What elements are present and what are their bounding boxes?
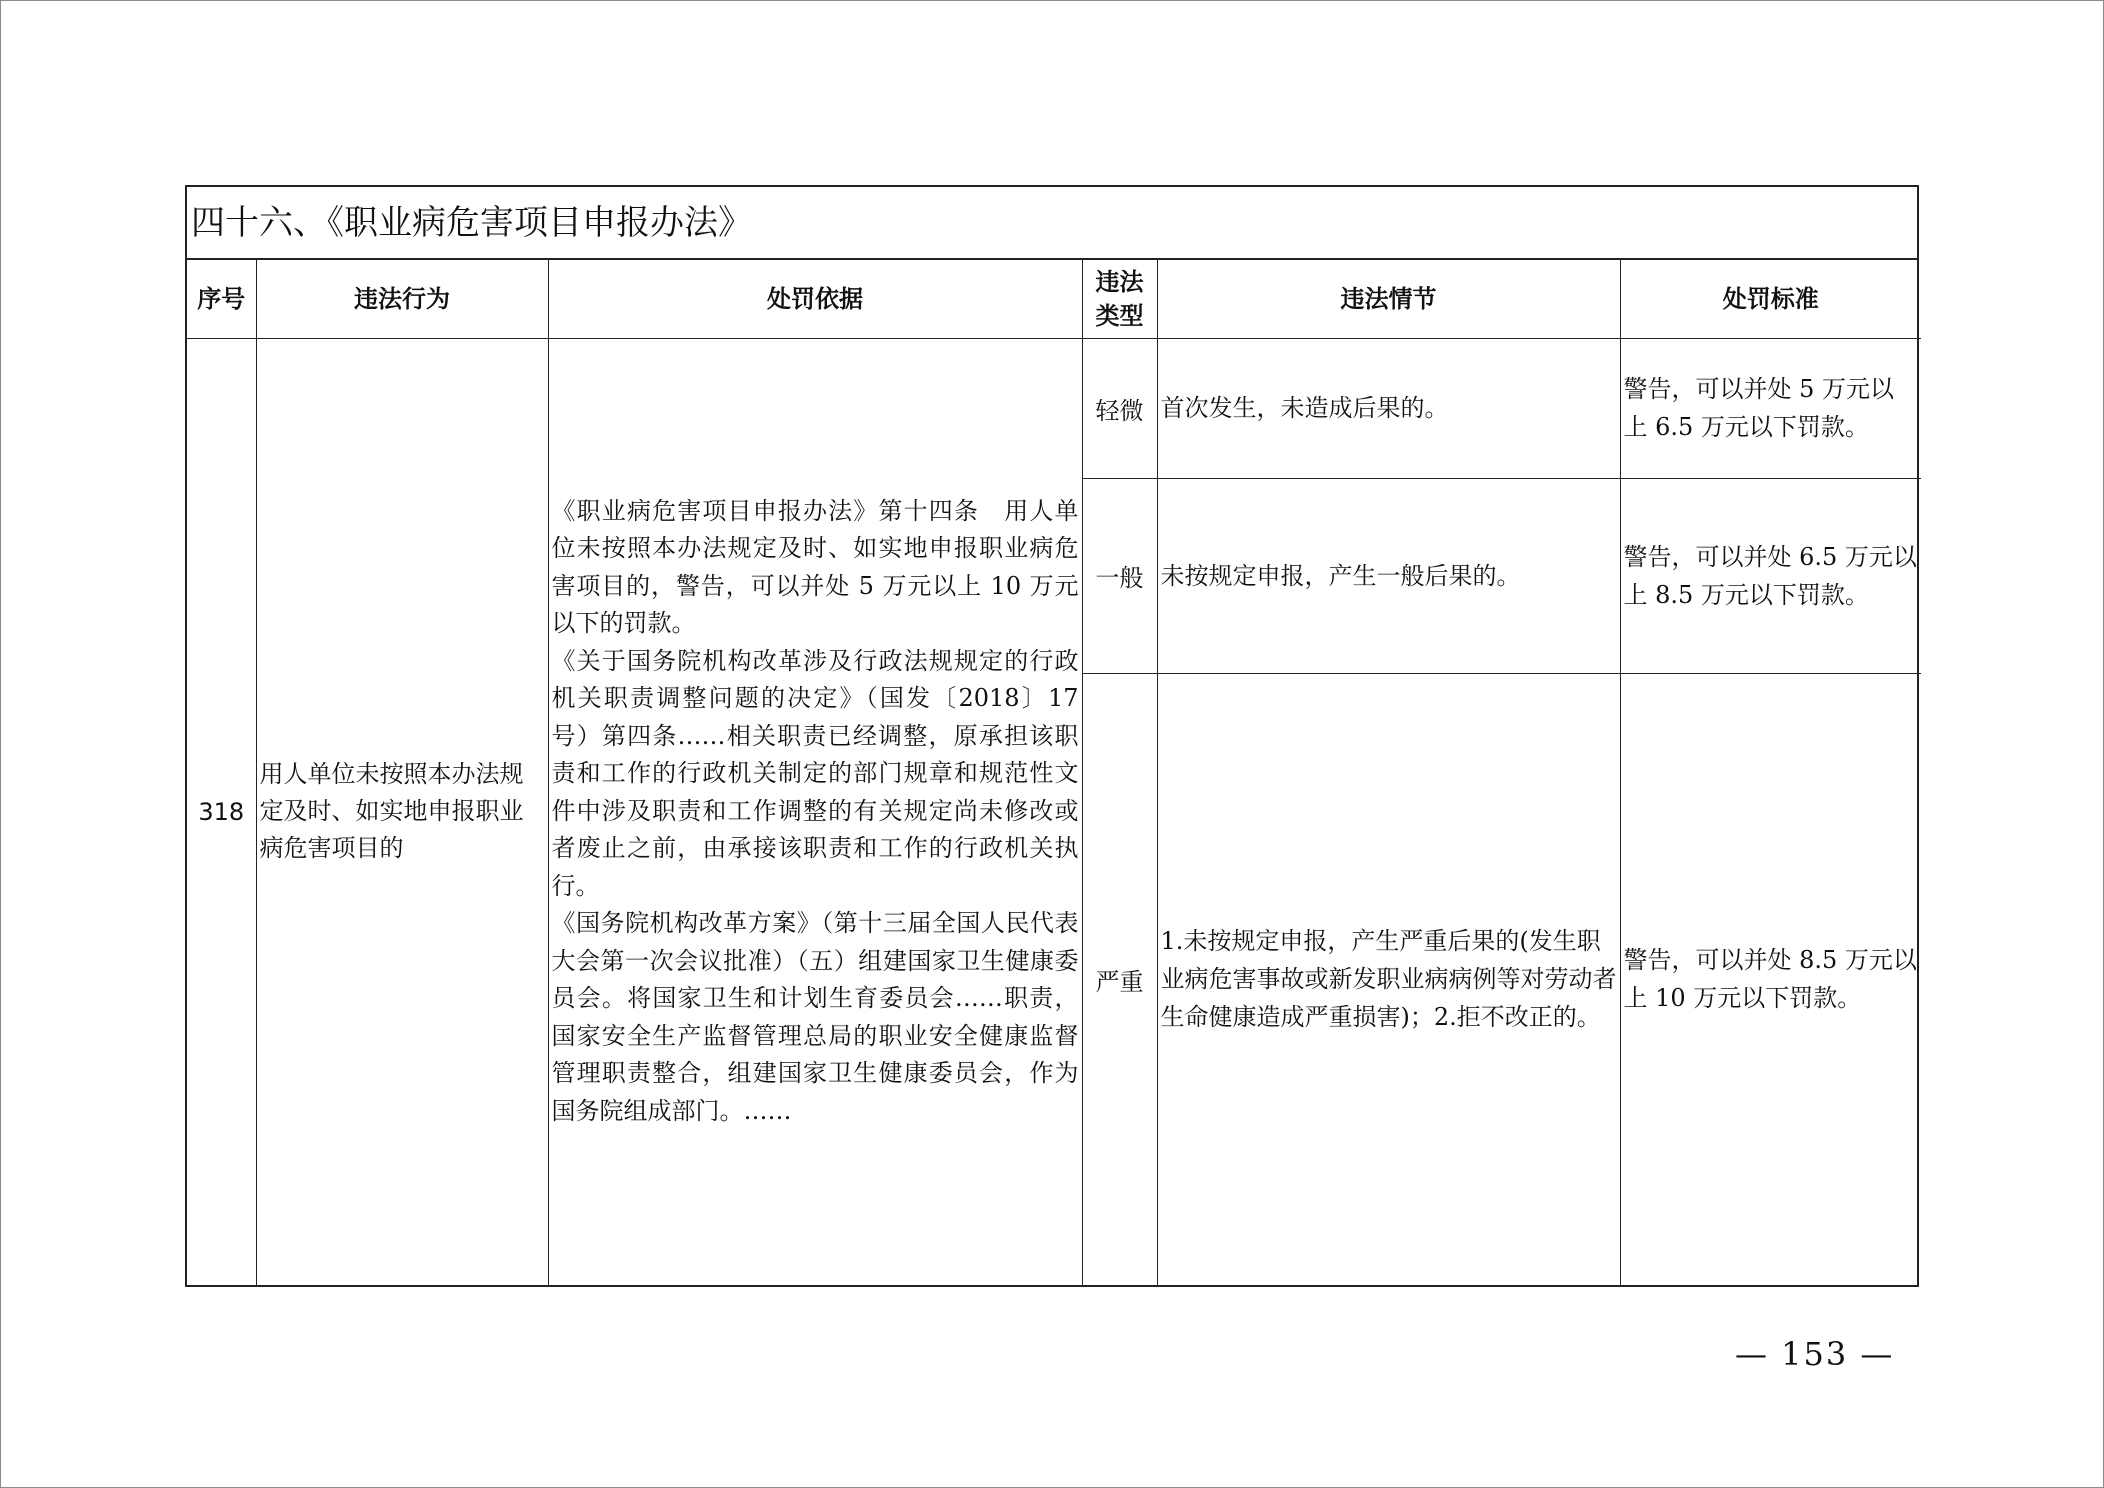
- violation-circumstance: 未按规定申报，产生一般后果的。: [1157, 478, 1620, 673]
- header-standard: 处罚标准: [1620, 260, 1921, 338]
- basis-paragraph: 《关于国务院机构改革涉及行政法规规定的行政机关职责调整问题的决定》（国发〔2018〕17 号）第四条……相关职责已经调整，原承担该职责和工作的行政机关制定的部门规章和规范性文件中涉及职责和工作调整的有关规定尚未修改或者废止之前，由承接该职责和工作的行政机关执行。: [551, 646, 1079, 900]
- header-no: 序号: [187, 260, 256, 338]
- penalty-table: [187, 260, 1921, 1286]
- document-table-frame: [185, 185, 1919, 1287]
- header-type: [1082, 260, 1157, 338]
- basis-paragraph: 《职业病危害项目申报办法》第十四条 用人单位未按照本办法规定及时、如实地申报职业病危害项目的，警告，可以并处 5 万元以上 10 万元以下的罚款。: [551, 496, 1079, 638]
- penalty-standard: 警告，可以并处 6.5 万元以上 8.5 万元以下罚款。: [1620, 478, 1921, 673]
- penalty-basis: [548, 338, 1082, 1285]
- violation-circumstance: 首次发生，未造成后果的。: [1157, 338, 1620, 478]
- page-number: — 153 —: [1735, 1335, 1895, 1373]
- violation-type: 轻微: [1082, 338, 1157, 478]
- section-title: 四十六、《职业病危害项目申报办法》: [187, 187, 1917, 260]
- header-type-line2: 类型: [1095, 301, 1144, 330]
- header-row: [187, 260, 1921, 338]
- penalty-standard: 警告，可以并处 8.5 万元以上 10 万元以下罚款。: [1620, 673, 1921, 1285]
- penalty-standard: 警告，可以并处 5 万元以上 6.5 万元以下罚款。: [1620, 338, 1921, 478]
- row-number: 318: [187, 338, 256, 1285]
- header-type-line1: 违法: [1095, 267, 1144, 296]
- table-row: [187, 338, 1921, 478]
- header-circumstance: 违法情节: [1157, 260, 1620, 338]
- header-basis: 处罚依据: [548, 260, 1082, 338]
- violation-type: 一般: [1082, 478, 1157, 673]
- violation-type: 严重: [1082, 673, 1157, 1285]
- header-act: 违法行为: [256, 260, 548, 338]
- violation-circumstance: 1.未按规定申报，产生严重后果的(发生职业病危害事故或新发职业病病例等对劳动者生命健康造成严重损害)；2.拒不改正的。: [1157, 673, 1620, 1285]
- violation-act: 用人单位未按照本办法规定及时、如实地申报职业病危害项目的: [256, 338, 548, 1285]
- basis-paragraph: 《国务院机构改革方案》（第十三届全国人民代表大会第一次会议批准）（五）组建国家卫生健康委员会。将国家卫生和计划生育委员会……职责，国家安全生产监督管理总局的职业安全健康监督管理职责整合，组建国家卫生健康委员会，作为国务院组成部门。……: [551, 909, 1079, 1125]
